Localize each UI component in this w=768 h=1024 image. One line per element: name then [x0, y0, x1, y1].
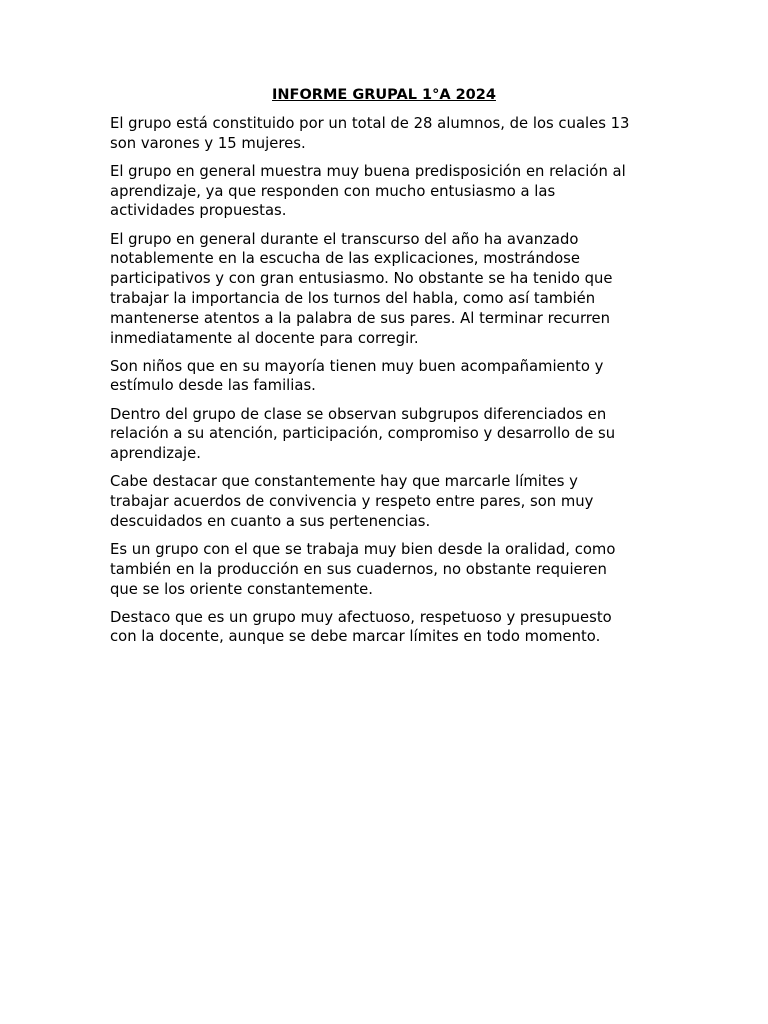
paragraph-4: Son niños que en su mayoría tienen muy buen acompañamiento y estímulo desde las familias. — [110, 357, 604, 395]
paragraph-2: El grupo en general muestra muy buena predisposición en relación al aprendizaje, ya que responden con mucho entusiasmo a las actividades propuestas. — [110, 162, 626, 220]
paragraph-8: Destaco que es un grupo muy afectuoso, respetuoso y presupuesto con la docente, aunque se debe marcar límites en todo momento. — [110, 608, 612, 646]
paragraph-5: Dentro del grupo de clase se observan subgrupos diferenciados en relación a su atención, participación, compromiso y desarrollo de su aprendizaje. — [110, 405, 616, 463]
paragraph-7: Es un grupo con el que se trabaja muy bien desde la oralidad, como también en la producción en sus cuadernos, no obstante requieren que se los oriente constantemente. — [110, 540, 616, 598]
paragraph-6: Cabe destacar que constantemente hay que marcarle límites y trabajar acuerdos de convivencia y respeto entre pares, son muy descuidados en cuanto a sus pertenencias. — [110, 473, 594, 530]
document-body — [110, 114, 670, 656]
document-title: INFORME GRUPAL 1°A 2024 — [272, 87, 496, 103]
paragraph-1: El grupo está constituido por un total de 28 alumnos, de los cuales 13 son varones y 15 mujeres. — [110, 115, 630, 152]
paragraph-3: El grupo en general durante el transcurso del año ha avanzado notablemente en la escucha de las explicaciones, mostrándose participativos y con gran entusiasmo. No obstante se ha tenido que trabajar la importancia de los turnos del habla, como así también mantenerse atentos a la palabra de sus pares. Al terminar recurren inmediatamente al docente para corregir. — [110, 230, 613, 347]
